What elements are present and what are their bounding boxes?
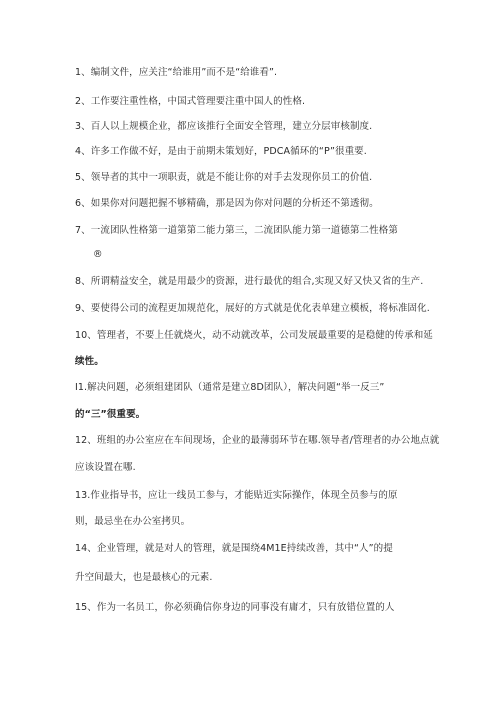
text-line-1: 1、编制文件，应关注“给谁用”而不是“给谁看”. bbox=[75, 67, 278, 78]
text-line-12: 12、班组的办公室应在车间现场，企业的最薄弱环节在哪.领导者/管理者的办公地点就 bbox=[75, 435, 440, 446]
text-line-15: 15、作为一名员工，你必须确信你身边的同事没有庸才，只有放错位置的人 bbox=[75, 602, 395, 613]
text-line-2: 2、工作要注重性格，中国式管理要注重中国人的性格. bbox=[75, 96, 306, 107]
text-line-11-cont: 的“三”很重要。 bbox=[75, 409, 146, 420]
text-line-9: 9、要使得公司的流程更加规范化，展好的方式就是优化表单建立模板，将标准固化. bbox=[75, 303, 430, 314]
text-line-3: 3、百人以上规模企业，都应该推行全面安全管理，建立分层审核制度. bbox=[75, 121, 373, 132]
text-line-12-cont: 应该设置在哪. bbox=[75, 462, 136, 473]
registered-symbol-line: ® bbox=[93, 249, 103, 260]
text-line-4: 4、许多工作做不好，是由于前期未策划好，PDCA循环的“P”很重要. bbox=[75, 146, 367, 157]
text-line-13-cont: 则，最忌坐在办公室拷贝。 bbox=[75, 516, 191, 527]
text-line-11: I1.解决问题，必须组建团队（通常是建立8D团队），解决问题“举一反三” bbox=[75, 382, 385, 393]
text-line-14: 14、企业管理，就是对人的管理，就是围绕4M1E持续改善，其中“人”的提 bbox=[75, 543, 393, 554]
text-line-6: 6、如果你对问题把握不够精确，那是因为你对问题的分析还不第透彻。 bbox=[75, 198, 379, 209]
text-line-13: 13.作业指导书，应让一线员工参与，才能贴近实际操作，体现全员参与的原 bbox=[75, 490, 398, 501]
text-line-7: 7、一流团队性格第一道第第二能力第三，二流团队能力第一道德第二性格第 bbox=[75, 225, 398, 236]
text-line-14-cont: 升空间最大，也是最核心的元素. bbox=[75, 572, 213, 583]
text-line-10-cont: 续性。 bbox=[75, 356, 104, 367]
text-line-10: 10、管理者，不要上任就烧火，动不动就改革，公司发展最重要的是稳健的传承和延 bbox=[75, 330, 433, 341]
text-line-5: 5、领导者的其中一项职责，就是不能让你的对手去发现你员工的价值. bbox=[75, 172, 373, 183]
text-line-8: 8、所谓精益安全，就是用最少的资源，进行最优的组合,实现又好又快又省的生产. bbox=[75, 276, 424, 287]
